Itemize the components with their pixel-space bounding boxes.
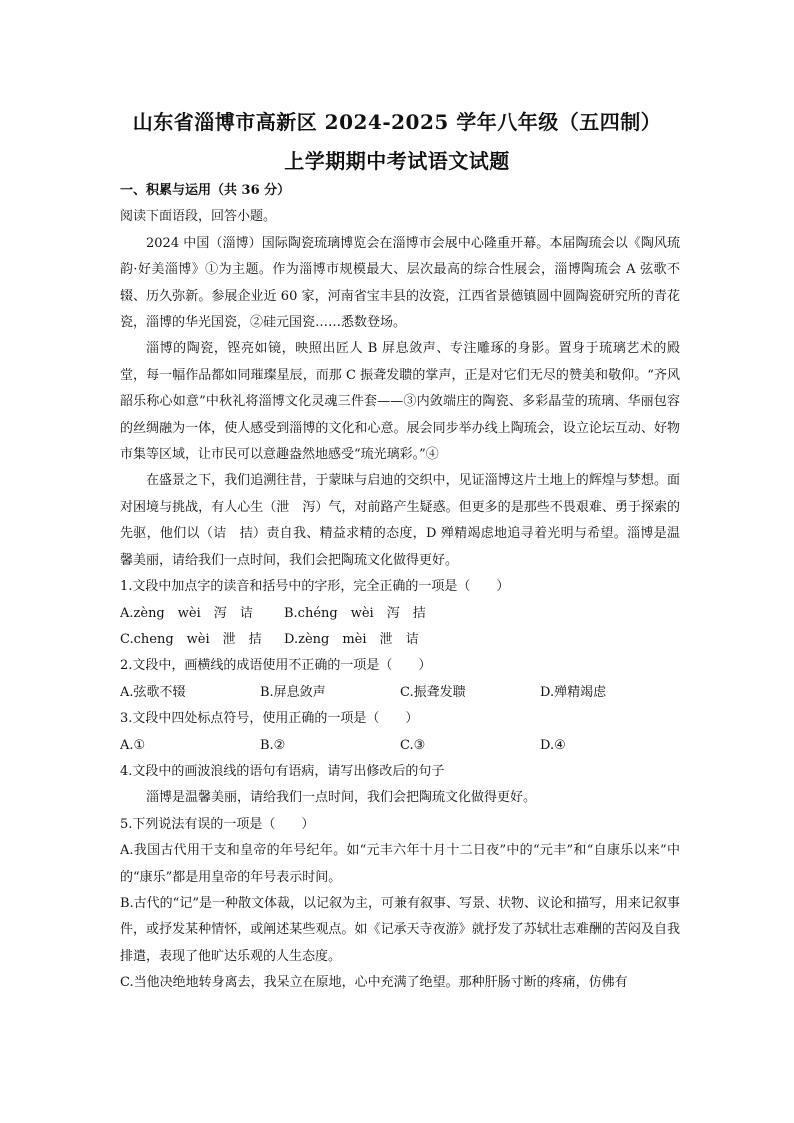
question-1-option-d: D.zèng mèi 泄 诘	[284, 631, 419, 647]
section-heading: 一、积累与运用（共 36 分）	[120, 183, 291, 198]
question-3-option-c: C.③	[400, 737, 426, 753]
question-2-option-c: C.振聋发聩	[400, 684, 466, 700]
question-1-stem: 1.文段中加点字的读音和括号中的字形，完全正确的一项是（ ）	[120, 579, 510, 595]
question-1-options-row2	[120, 627, 680, 653]
reading-instruction: 阅读下面语段，回答小题。	[120, 209, 277, 225]
question-5-option-b: B.古代的“记”是一种散文体裁，以记叙为主，可兼有叙事、写景、状物、议论和描写，用来记叙事件，或抒发某种情怀，或阐述某些观点。如《记承天寺夜游》就抒发了苏轼壮志难酬的苦闷及自我排遣，表现了他旷达乐观的人生态度。	[120, 895, 680, 964]
question-5-option-c: C.当他决绝地转身离去，我呆立在原地，心中充满了绝望。那种肝肠寸断的疼痛，仿佛有	[120, 975, 628, 991]
question-2-stem: 2.文段中，画横线的成语使用不正确的一项是（ ）	[120, 658, 432, 674]
exam-content	[120, 178, 680, 997]
question-2-option-b: B.屏息敛声	[260, 684, 326, 700]
passage-paragraph-1: 2024 中国（淄博）国际陶瓷琉璃博览会在淄博市会展中心隆重开幕。本届陶琉会以《陶风琉韵·好美淄博》①为主题。作为淄博市规模最大、层次最高的综合性展会，淄博陶琉会 A 弦歌不辍、历久弥新。参展企业近 60 家，河南省宝丰县的汝瓷，江西省景德镇圆中圆陶瓷研究所的青花瓷，淄博的华光国瓷，②硅元国瓷……悉数登场。	[120, 235, 680, 331]
question-2-options	[120, 680, 680, 706]
question-4-stem: 4.文段中的画波浪线的语句有语病，请写出修改后的句子	[120, 763, 445, 779]
question-3-option-a: A.①	[120, 737, 146, 753]
question-3-options	[120, 733, 680, 759]
question-1-option-c: C.cheng wèi 泄 拮	[120, 631, 262, 647]
question-3-stem: 3.文段中四处标点符号，使用正确的一项是（ ）	[120, 711, 419, 727]
question-2-option-a: A.弦歌不辍	[120, 684, 186, 700]
question-1-option-a: A.zèng wèi 泻 诘	[120, 605, 253, 621]
question-5-stem: 5.下列说法有误的一项是（ ）	[120, 816, 315, 832]
question-5-option-a: A.我国古代用干支和皇帝的年号纪年。如“元丰六年十月十二日夜”中的“元丰”和“自康乐以来”中的“康乐”都是用皇帝的年号表示时间。	[120, 843, 680, 885]
passage-paragraph-3: 在盛景之下，我们追溯往昔，于蒙昧与启迪的交织中，见证淄博这片土地上的辉煌与梦想。面对困境与挑战，有人心生（泄 泻）气，对前路产生疑惑。但更多的是那些不畏艰难、勇于探索的先驱，他们以（诘 拮）责自我、精益求精的态度，D 殚精竭虑地追寻着光明与希望。淄博是温馨美丽，请给我们一点时间，我们会把陶琉文化做得更好。	[120, 473, 680, 568]
exam-title-line1: 山东省淄博市高新区 2024-2025 学年八年级（五四制）	[132, 110, 662, 134]
question-1-option-b: B.chéng wèi 泻 拮	[284, 605, 426, 621]
question-3-option-d: D.④	[540, 737, 566, 753]
question-4-sentence: 淄博是温馨美丽，请给我们一点时间，我们会把陶琉文化做得更好。	[146, 790, 537, 806]
exam-title-line2: 上学期期中考试语文试题	[284, 149, 510, 173]
question-1-options-row1	[120, 601, 680, 627]
passage-paragraph-2: 淄博的陶瓷，铿亮如镜，映照出匠人 B 屏息敛声、专注雕琢的身影。置身于琉璃艺术的殿堂，每一幅作品都如同璀璨星辰，而那 C 振聋发聩的掌声，正是对它们无尽的赞美和敬仰。“齐风韶乐称心如意”中秋礼将淄博文化灵魂三件套——③内敛端庄的陶瓷、多彩晶莹的琉璃、华丽包容的丝绸融为一体，使人感受到淄博的文化和心意。展会同步举办线上陶琉会，设立论坛互动、好物市集等区域，让市民可以意趣盎然地感受“琉光璃彩。”④	[120, 341, 680, 463]
question-3-option-b: B.②	[260, 737, 286, 753]
question-2-option-d: D.殚精竭虑	[540, 684, 607, 700]
